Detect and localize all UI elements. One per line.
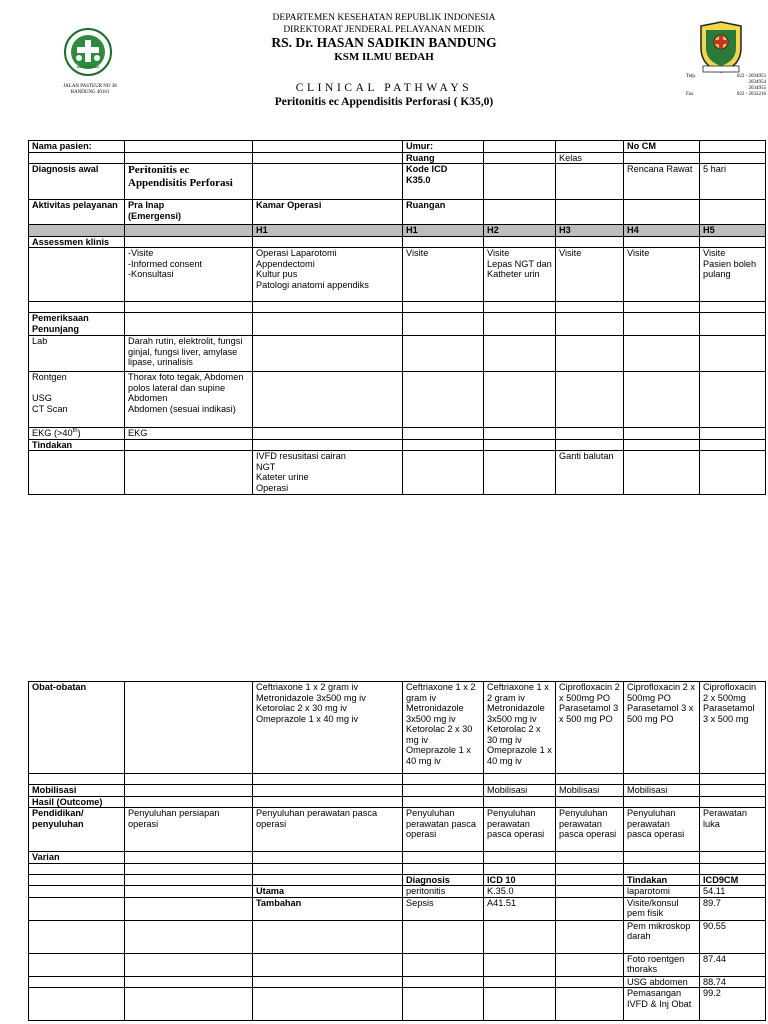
- assessment-h3: Visite: [556, 248, 624, 302]
- education-h4: Penyuluhan perawatan pasca operasi: [624, 808, 700, 852]
- left-logo-caption: BAKTI HUSADA: [76, 65, 100, 69]
- medication-h2: Ceftriaxone 1 x 2 gram iv Metronidazole 3x500 mg iv Ketorolac 2 x 30 mg iv Omeprazole 1 x 40 mg iv: [484, 682, 556, 774]
- usg-value: Abdomen: [128, 393, 168, 403]
- contact-value: 2034954: [748, 80, 766, 85]
- procedures-operating-room: IVFD resusitasi cairan NGT Kateter urine Operasi: [253, 451, 403, 495]
- day-header: H4: [624, 225, 700, 237]
- icd10-header: ICD 10: [484, 874, 556, 886]
- age-label: Umur:: [403, 141, 484, 153]
- procedures-h3: Ganti balutan: [556, 451, 624, 495]
- lab-label: Lab: [29, 336, 125, 372]
- clinical-pathway-table-1: [28, 140, 766, 495]
- room-label: Ruang: [403, 152, 484, 164]
- patient-name-label: Nama pasien:: [29, 141, 125, 153]
- diagnosis-header: Diagnosis: [403, 874, 484, 886]
- diag-row-icd10: [484, 953, 556, 976]
- imaging-values: [125, 372, 253, 428]
- education-h5: Perawatan luka: [700, 808, 766, 852]
- education-label: Pendidikan/ penyuluhan: [29, 808, 125, 852]
- ward-header: Ruangan: [403, 200, 484, 225]
- education-operating-room: Penyuluhan perawatan pasca operasi: [253, 808, 403, 852]
- assessment-operating-room: Operasi Laparotomi Appendectomi Kultur pus Patologi anatomi appendiks: [253, 248, 403, 302]
- mobilization-h3: Mobilisasi: [556, 785, 624, 797]
- diag-row-icd10: K.35.0: [484, 886, 556, 898]
- pre-admission-header: Pra Inap (Emergensi): [125, 200, 253, 225]
- primary-label: Utama: [253, 886, 403, 898]
- assessment-h4: Visite: [624, 248, 700, 302]
- diag-row-dx: [403, 920, 484, 953]
- care-plan-label: Rencana Rawat: [624, 164, 700, 200]
- medical-record-label: No CM: [624, 141, 700, 153]
- diag-row-icd10: [484, 988, 556, 1021]
- diag-row-icd10: [484, 920, 556, 953]
- ekg-value: EKG: [125, 428, 253, 440]
- icd-code: Kode ICD K35.0: [403, 164, 484, 200]
- medication-h5: Ciprofloxacin 2 x 500mg Parasetamol 3 x 500 mg: [700, 682, 766, 774]
- education-h1: Penyuluhan perawatan pasca operasi: [403, 808, 484, 852]
- diag-row-icd9: 99.2: [700, 988, 766, 1021]
- medication-h1: Ceftriaxone 1 x 2 gram iv Metronidazole 3x500 mg iv Ketorolac 2 x 30 mg iv Omeprazole 1 x 40 mg iv: [403, 682, 484, 774]
- diag-row-dx: peritonitis: [403, 886, 484, 898]
- xray-value: Thorax foto tegak, Abdomen polos lateral dan supine: [128, 372, 244, 393]
- ekg-label-sup: th: [72, 427, 78, 434]
- ekg-label-text: EKG (>40: [32, 428, 73, 438]
- day-header: H5: [700, 225, 766, 237]
- clinical-pathway-table-2: [28, 681, 766, 1021]
- icd9cm-header: ICD9CM: [700, 874, 766, 886]
- department-name: KSM ILMU BEDAH: [334, 51, 434, 63]
- medication-h4: Ciprofloxacin 2 x 500mg PO Parasetamol 3 x 500 mg PO: [624, 682, 700, 774]
- diag-row-icd9: 90.55: [700, 920, 766, 953]
- ekg-label: [29, 428, 125, 440]
- document-subtitle: Peritonitis ec Appendisitis Perforasi ( K35,0): [274, 96, 494, 108]
- care-plan-value: 5 hari: [700, 164, 766, 200]
- xray-label: Rontgen: [32, 372, 67, 382]
- diag-row-procedure: Pem mikroskop darah: [624, 920, 700, 953]
- diag-row-icd10: [484, 976, 556, 988]
- variance-label: Varian: [29, 852, 125, 864]
- procedures-label: Tindakan: [29, 439, 125, 451]
- diag-row-icd9: 87.44: [700, 953, 766, 976]
- diag-row-dx: Sepsis: [403, 897, 484, 920]
- diag-row-dx: [403, 953, 484, 976]
- contact-label: Telp.: [686, 74, 697, 79]
- ctscan-value: Abdomen (sesuai indikasi): [128, 403, 236, 414]
- document-title: CLINICAL PATHWAYS: [295, 82, 473, 94]
- diag-row-procedure: Visite/konsul pem fisik: [624, 897, 700, 920]
- day-header: H1: [403, 225, 484, 237]
- day-header: H3: [556, 225, 624, 237]
- medication-operating-room: Ceftriaxone 1 x 2 gram iv Metronidazole 3x500 mg iv Ketorolac 2 x 30 mg iv Omeprazole 1 x 40 mg iv: [253, 682, 403, 774]
- day-header: H1: [253, 225, 403, 237]
- diag-row-procedure: Foto roentgen thoraks: [624, 953, 700, 976]
- hospital-name: RS. Dr. HASAN SADIKIN BANDUNG: [271, 35, 497, 50]
- assessment-h5: Visite Pasien boleh pulang: [700, 248, 766, 302]
- diag-row-procedure: Pemasangan IVFD & Inj Obat: [624, 988, 700, 1021]
- ekg-label-close: ): [77, 428, 81, 438]
- hospital-address: JALAN PASTEUR NO 38 BANDUNG 40161: [63, 84, 117, 95]
- diag-row-procedure: laparotomi: [624, 886, 700, 898]
- lab-value: Darah rutin, elektrolit, fungsi ginjal, fungsi liver, amylase lipase, urinalisis: [125, 336, 253, 372]
- diag-row-icd9: 54.11: [700, 886, 766, 898]
- supporting-exam-label: Pemeriksaan Penunjang: [29, 313, 125, 336]
- initial-diagnosis-label: Diagnosis awal: [29, 164, 125, 200]
- assessment-h2: Visite Lepas NGT dan Katheter urin: [484, 248, 556, 302]
- education-pre-admission: Penyuluhan persiapan operasi: [125, 808, 253, 852]
- procedure-header: Tindakan: [624, 874, 700, 886]
- service-activity-label: Aktivitas pelayanan: [29, 200, 125, 225]
- day-header: H2: [484, 225, 556, 237]
- mobilization-h2: Mobilisasi: [484, 785, 556, 797]
- diag-row-procedure: USG abdomen: [624, 976, 700, 988]
- contact-value: 022 - 2034953: [736, 74, 766, 79]
- usg-label: USG: [32, 393, 52, 403]
- diag-row-dx: [403, 988, 484, 1021]
- contact-value: 022 - 2032216: [736, 92, 766, 97]
- ctscan-label: CT Scan: [32, 403, 68, 414]
- contact-block: [686, 74, 766, 98]
- directorate-line: DIREKTORAT JENDERAL PELAYANAN MEDIK: [283, 25, 485, 35]
- diag-row-dx: [403, 976, 484, 988]
- diag-row-icd9: 89.7: [700, 897, 766, 920]
- class-label: Kelas: [556, 152, 624, 164]
- secondary-label: Tambahan: [253, 897, 403, 920]
- contact-value: 2034955: [748, 86, 766, 91]
- outcome-label: Hasil (Outcome): [29, 796, 125, 808]
- imaging-labels: [29, 372, 125, 428]
- operating-room-header: Kamar Operasi: [253, 200, 403, 225]
- clinical-assessment-label: Assessmen klinis: [29, 236, 125, 248]
- west-java-seal-logo: [697, 20, 745, 74]
- medication-label: Obat-obatan: [29, 682, 125, 774]
- education-h2: Penyuluhan perawatan pasca operasi: [484, 808, 556, 852]
- education-h3: Penyuluhan perawatan pasca operasi: [556, 808, 624, 852]
- mobilization-label: Mobilisasi: [29, 785, 125, 797]
- mobilization-h4: Mobilisasi: [624, 785, 700, 797]
- initial-diagnosis-value: Peritonitis ec Appendisitis Perforasi: [125, 164, 253, 200]
- ministry-line: DEPARTEMEN KESEHATAN REPUBLIK INDONESIA: [272, 13, 496, 23]
- contact-label: Fax: [686, 92, 694, 97]
- diag-row-icd10: A41.51: [484, 897, 556, 920]
- assessment-h1: Visite: [403, 248, 484, 302]
- assessment-pre-admission: -Visite -Informed consent -Konsultasi: [125, 248, 253, 302]
- medication-h3: Ciprofloxacin 2 x 500mg PO Parasetamol 3 x 500 mg PO: [556, 682, 624, 774]
- diag-row-icd9: 88.74: [700, 976, 766, 988]
